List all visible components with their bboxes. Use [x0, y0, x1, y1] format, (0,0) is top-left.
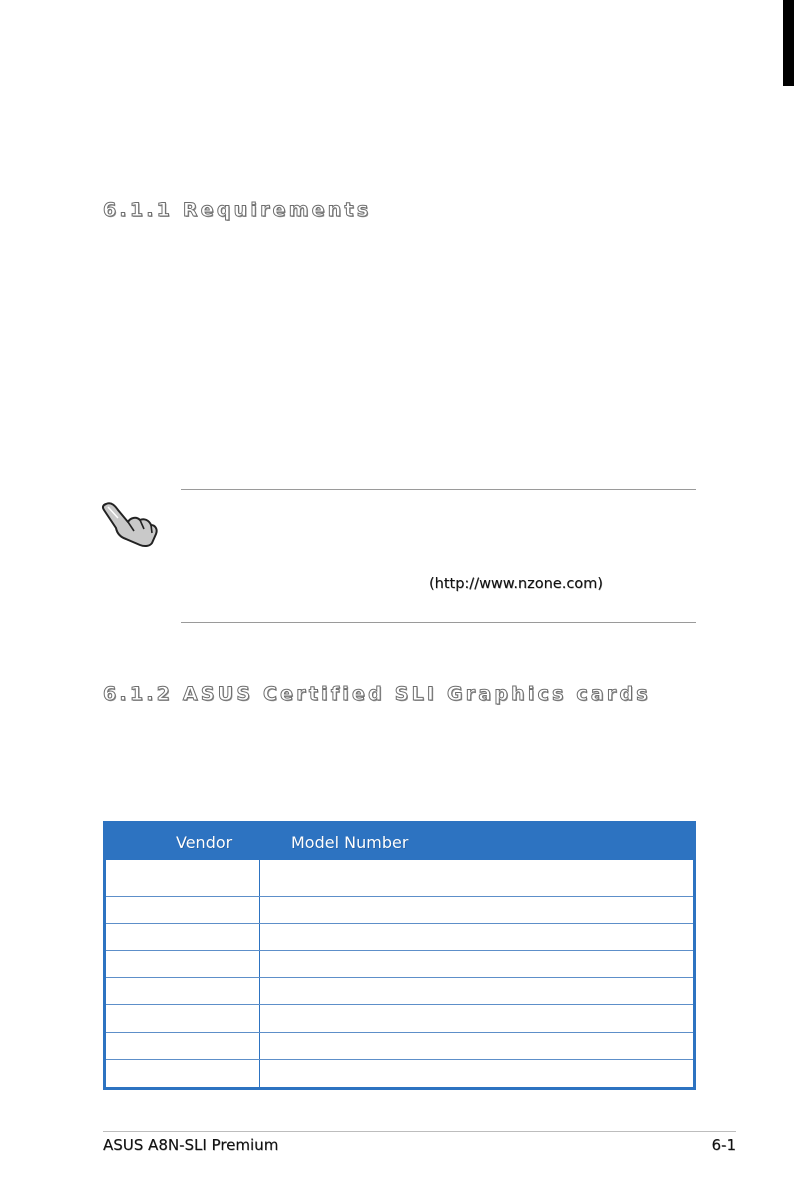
note-top-rule	[181, 489, 696, 490]
footer-rule	[103, 1131, 736, 1132]
table-header-row	[106, 824, 693, 860]
certified-cards-table	[103, 821, 696, 1090]
note-url-link[interactable]: (http://www.nzone.com)	[429, 576, 603, 592]
table-row-divider	[106, 896, 693, 897]
table-row-divider	[106, 1032, 693, 1033]
footer-product-name: ASUS A8N-SLI Premium	[103, 1136, 279, 1154]
table-row-divider	[106, 923, 693, 924]
chapter-tab-marker	[783, 0, 794, 86]
table-row-divider	[106, 1059, 693, 1060]
section-heading-certified-cards: 6.1.2 ASUS Certified SLI Graphics cards	[103, 683, 651, 705]
table-row-divider	[106, 977, 693, 978]
footer-page-number: 6-1	[711, 1136, 736, 1154]
column-header-vendor: Vendor	[176, 833, 233, 852]
column-divider	[259, 860, 260, 1087]
table-row-divider	[106, 1004, 693, 1005]
column-header-model-number: Model Number	[291, 833, 409, 852]
section-heading-requirements: 6.1.1 Requirements	[103, 199, 372, 221]
table-row-divider	[106, 950, 693, 951]
pointing-hand-icon	[100, 498, 162, 548]
note-bottom-rule	[181, 622, 696, 623]
